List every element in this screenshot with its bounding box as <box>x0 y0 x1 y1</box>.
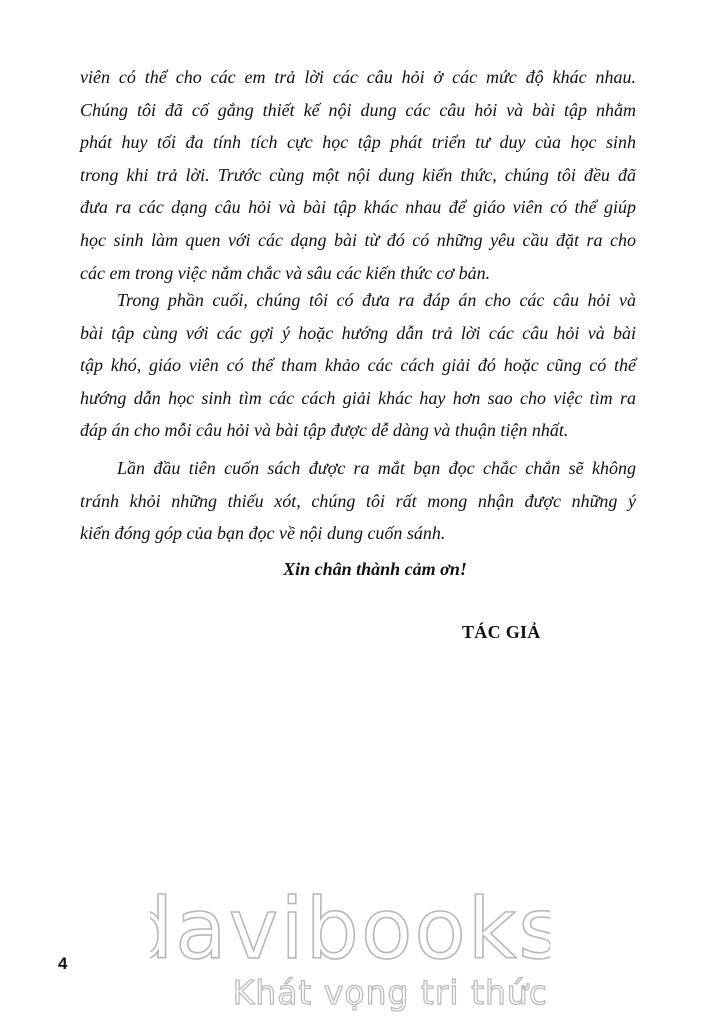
text-line: Lần đầu tiên cuốn sách được ra mắt bạn đọc chắc chắn sẽ không <box>117 458 636 478</box>
watermark-logo <box>150 876 550 1016</box>
watermark-brand: davibooks <box>150 880 550 978</box>
text-line: viên có thể cho các em trả lời các câu hỏi ở các mức độ khác nhau. <box>80 67 636 87</box>
text-line: tập khó, giáo viên có thể tham khảo các cách giải đó hoặc cũng có thể <box>80 355 636 376</box>
text-line: hướng dẫn học sinh tìm các cách giải khác hay hơn sao cho việc tìm ra <box>80 387 636 408</box>
page-number: 4 <box>58 954 68 973</box>
author-signature: TÁC GIẢ <box>462 622 541 642</box>
text-line: đáp án cho mỗi câu hỏi và bài tập được dễ dàng và thuận tiện nhất. <box>80 420 569 441</box>
text-line: Trong phần cuối, chúng tôi có đưa ra đáp án cho các câu hỏi và <box>117 290 636 310</box>
text-line: Chúng tôi đã cố gắng thiết kế nội dung các câu hỏi và bài tập nhằm <box>80 99 636 120</box>
davibooks-watermark <box>150 876 550 1016</box>
text-line: kiến đóng góp của bạn đọc về nội dung cuốn sánh. <box>80 523 446 544</box>
text-line: học sinh làm quen với các dạng bài từ đó có những yêu cầu đặt ra cho <box>80 229 636 250</box>
text-line: các em trong việc nắm chắc và sâu các kiến thức cơ bản. <box>80 262 491 283</box>
text-line: đưa ra các dạng câu hỏi và bài tập khác nhau để giáo viên có thể giúp <box>80 197 636 218</box>
closing-thanks: Xin chân thành cảm ơn! <box>283 559 467 579</box>
text-line: trong khi trả lời. Trước cùng một nội dung kiến thức, chúng tôi đều đã <box>80 164 636 185</box>
text-line: bài tập cùng với các gợi ý hoặc hướng dẫn trả lời các câu hỏi và bài <box>80 322 636 343</box>
paragraph-feedback <box>80 452 636 550</box>
text-line: tránh khỏi những thiếu xót, chúng tôi rất mong nhận được những ý <box>80 490 636 511</box>
paragraph-answers <box>80 284 636 447</box>
text-line: phát huy tối đa tính tích cực học tập phát triển tư duy của học sinh <box>80 132 636 153</box>
paragraph-intro-continuation <box>80 61 636 289</box>
watermark-slogan: Khát vọng tri thức <box>232 973 548 1012</box>
